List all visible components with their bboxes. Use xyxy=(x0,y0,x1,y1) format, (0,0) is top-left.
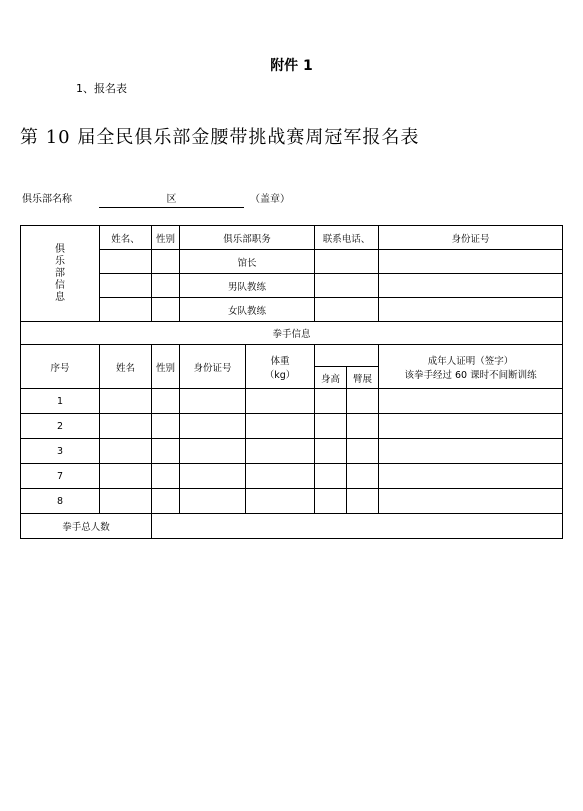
staff-phone-cell[interactable] xyxy=(315,250,379,274)
boxer-name-cell[interactable] xyxy=(100,464,152,489)
boxer-seq: 8 xyxy=(21,489,100,514)
boxer-gender-cell[interactable] xyxy=(152,389,180,414)
boxer-certificate-cell[interactable] xyxy=(379,389,563,414)
form-subhead: 1、报名表 xyxy=(76,82,127,95)
boxer-reach-cell[interactable] xyxy=(347,414,379,439)
registration-table xyxy=(20,225,563,539)
boxer-gender-cell[interactable] xyxy=(152,489,180,514)
staff-row xyxy=(21,274,563,298)
boxer-id-cell[interactable] xyxy=(180,489,246,514)
staff-role-cell: 馆长 xyxy=(180,250,315,274)
staff-row xyxy=(21,250,563,274)
staff-phone-cell[interactable] xyxy=(315,274,379,298)
boxer-height-cell[interactable] xyxy=(315,489,347,514)
boxer-col-gender: 性别 xyxy=(152,345,180,389)
boxer-height-cell[interactable] xyxy=(315,439,347,464)
staff-header-row xyxy=(21,226,563,250)
staff-gender-cell[interactable] xyxy=(152,274,180,298)
club-name-label: 俱乐部名称 xyxy=(22,194,72,205)
certificate-note: 该拳手经过 60 课时不间断训练 xyxy=(404,369,537,381)
boxer-weight-cell[interactable] xyxy=(246,489,315,514)
boxer-col-height: 身高 xyxy=(315,367,347,389)
boxer-id-cell[interactable] xyxy=(180,464,246,489)
boxer-certificate-cell[interactable] xyxy=(379,464,563,489)
boxer-name-cell[interactable] xyxy=(100,389,152,414)
total-label: 拳手总人数 xyxy=(21,514,152,539)
boxer-row xyxy=(21,414,563,439)
staff-role-cell: 男队教练 xyxy=(180,274,315,298)
staff-id-cell[interactable] xyxy=(379,250,563,274)
weight-label: 体重 xyxy=(270,355,290,367)
club-name-field[interactable] xyxy=(99,207,244,208)
boxer-seq: 3 xyxy=(21,439,100,464)
staff-col-id: 身份证号 xyxy=(379,226,563,250)
boxer-certificate-cell[interactable] xyxy=(379,414,563,439)
boxer-gender-cell[interactable] xyxy=(152,464,180,489)
staff-col-phone: 联系电话、 xyxy=(315,226,379,250)
annex-title: 附件 1 xyxy=(270,58,313,74)
boxer-col-id: 身份证号 xyxy=(180,345,246,389)
boxer-id-cell[interactable] xyxy=(180,389,246,414)
club-district-text: 区 xyxy=(166,194,177,205)
certificate-label: 成年人证明（签字） xyxy=(427,355,514,367)
boxer-seq: 7 xyxy=(21,464,100,489)
boxer-row xyxy=(21,489,563,514)
page-title: 第 10 届全民俱乐部金腰带挑战赛周冠军报名表 xyxy=(20,127,420,148)
boxer-certificate-cell[interactable] xyxy=(379,489,563,514)
boxer-id-cell[interactable] xyxy=(180,414,246,439)
club-info-side-label: 俱乐部信息 xyxy=(21,226,100,322)
total-value-cell[interactable] xyxy=(152,514,563,539)
total-row xyxy=(21,514,563,539)
boxer-weight-cell[interactable] xyxy=(246,464,315,489)
boxer-gender-cell[interactable] xyxy=(152,439,180,464)
boxer-seq: 1 xyxy=(21,389,100,414)
boxer-reach-cell[interactable] xyxy=(347,389,379,414)
boxer-height-cell[interactable] xyxy=(315,464,347,489)
staff-id-cell[interactable] xyxy=(379,298,563,322)
boxer-row xyxy=(21,439,563,464)
staff-name-cell[interactable] xyxy=(100,298,152,322)
staff-phone-cell[interactable] xyxy=(315,298,379,322)
boxer-seq: 2 xyxy=(21,414,100,439)
boxer-weight-cell[interactable] xyxy=(246,389,315,414)
staff-row xyxy=(21,298,563,322)
boxer-name-cell[interactable] xyxy=(100,439,152,464)
club-seal-note: （盖章） xyxy=(250,194,290,205)
boxer-header-row-top xyxy=(21,345,563,367)
boxer-col-seq: 序号 xyxy=(21,345,100,389)
boxer-weight-cell[interactable] xyxy=(246,439,315,464)
boxer-height-cell[interactable] xyxy=(315,389,347,414)
boxer-name-cell[interactable] xyxy=(100,414,152,439)
staff-role-cell: 女队教练 xyxy=(180,298,315,322)
staff-gender-cell[interactable] xyxy=(152,250,180,274)
boxer-height-cell[interactable] xyxy=(315,414,347,439)
staff-name-cell[interactable] xyxy=(100,250,152,274)
boxer-col-body-group xyxy=(315,345,379,367)
boxer-reach-cell[interactable] xyxy=(347,489,379,514)
boxer-name-cell[interactable] xyxy=(100,489,152,514)
boxer-col-certificate xyxy=(379,345,563,389)
staff-id-cell[interactable] xyxy=(379,274,563,298)
boxer-reach-cell[interactable] xyxy=(347,464,379,489)
boxer-weight-cell[interactable] xyxy=(246,414,315,439)
boxer-section-row xyxy=(21,322,563,345)
staff-gender-cell[interactable] xyxy=(152,298,180,322)
boxer-col-name: 姓名 xyxy=(100,345,152,389)
boxer-row xyxy=(21,389,563,414)
boxer-reach-cell[interactable] xyxy=(347,439,379,464)
boxer-col-weight xyxy=(246,345,315,389)
staff-col-name: 姓名、 xyxy=(100,226,152,250)
boxer-col-reach: 臂展 xyxy=(347,367,379,389)
boxer-section-title: 拳手信息 xyxy=(21,322,563,345)
boxer-certificate-cell[interactable] xyxy=(379,439,563,464)
boxer-gender-cell[interactable] xyxy=(152,414,180,439)
staff-name-cell[interactable] xyxy=(100,274,152,298)
staff-col-gender: 性别 xyxy=(152,226,180,250)
boxer-id-cell[interactable] xyxy=(180,439,246,464)
staff-col-role: 俱乐部职务 xyxy=(180,226,315,250)
weight-unit: （kg） xyxy=(264,369,296,381)
boxer-row xyxy=(21,464,563,489)
